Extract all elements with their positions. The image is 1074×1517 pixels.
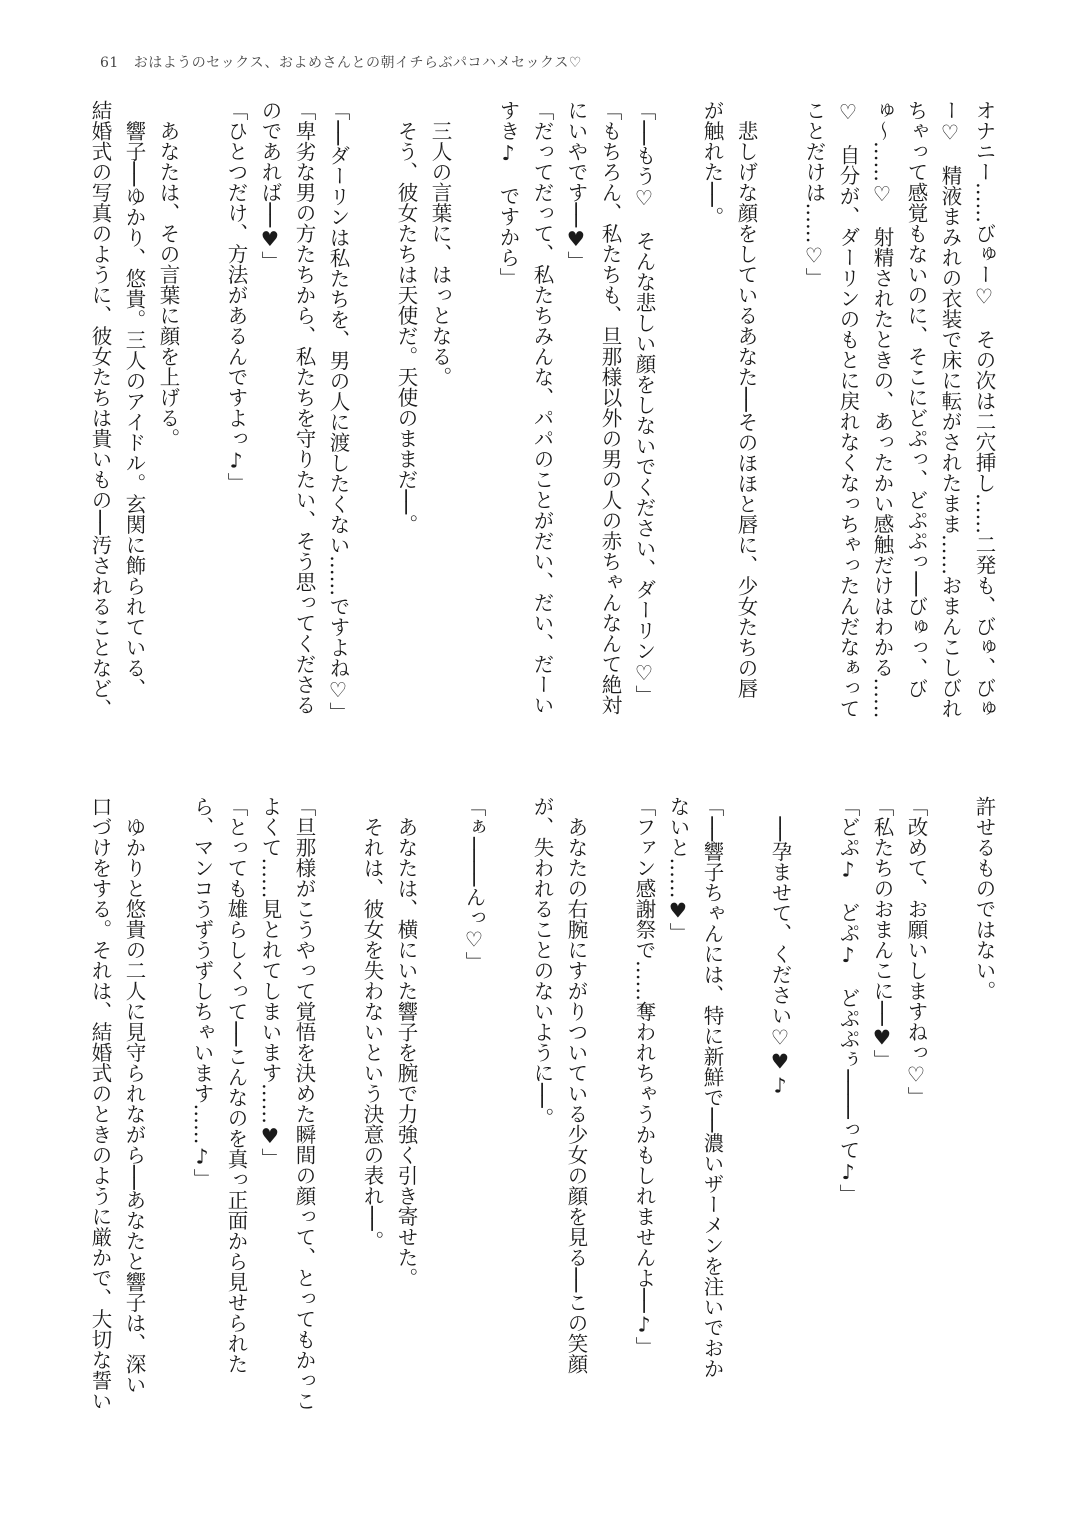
- page-number: 61: [100, 55, 119, 71]
- text-column: ー♡ 精液まみれの衣装で床に転がされたまま……おまんこしびれ: [938, 100, 962, 719]
- running-header: [100, 52, 582, 72]
- text-column: [321, 796, 355, 1426]
- text-column: ないと……♥」: [666, 796, 690, 943]
- text-column: 「旦那様がこうやって覚悟を決めた瞬間の顔って、とってもかっこ: [292, 796, 316, 1411]
- text-column: 響子──ゆかり、悠貴。三人のアイドル。玄関に飾られている、: [122, 100, 146, 699]
- text-column: 「ひとつだけ、方法があるんですよっ♪」: [224, 100, 248, 493]
- text-column: 「──もう♡ そんな悲しい顔をしないでください、ダーリン♡」: [632, 100, 656, 706]
- text-block-top: [83, 100, 1001, 730]
- text-column: 「ぁ────んっ♡」: [462, 796, 486, 972]
- text-column: すき♪ ですから」: [496, 100, 520, 288]
- text-column: [151, 796, 185, 1426]
- text-column: [797, 796, 831, 1426]
- text-column: ゅ〜……♡ 射精されたときの、あったかい感触だけはわかる……: [870, 100, 894, 719]
- text-column: ──孕ませて、ください♡♥♪: [768, 796, 792, 1098]
- text-column: 「ファン感謝祭で……奪われちゃうかもしれませんよ──♪」: [632, 796, 656, 1358]
- text-column: [185, 100, 219, 730]
- text-column: のであれば──♥」: [258, 100, 282, 272]
- chapter-title: おはようのセックス、およめさんとの朝イチらぶパコハメセックス♡: [133, 55, 582, 71]
- text-column: 「とっても雄らしくって──こんなのを真っ正面から見せられた: [224, 796, 248, 1375]
- text-column: [661, 100, 695, 730]
- text-column: [457, 100, 491, 730]
- text-column: 許せるものではない。: [972, 796, 996, 1001]
- text-column: [423, 796, 457, 1426]
- text-column: にいやです──♥」: [564, 100, 588, 272]
- text-column: 「改めて、お願いしますねっ♡」: [904, 796, 928, 1107]
- text-column: ことだけは……♡」: [802, 100, 826, 288]
- text-column: [593, 796, 627, 1426]
- text-column: 「──ダーリンは私たちを、男の人に渡したくない……ですよね♡」: [326, 100, 350, 723]
- text-column: が触れた──。: [700, 100, 724, 228]
- text-column: [729, 796, 763, 1426]
- text-column: 三人の言葉に、はっとなる。: [428, 100, 452, 387]
- text-column: 結婚式の写真のように、彼女たちは貴いもの──汚されることなど、: [88, 100, 112, 720]
- text-column: 「──響子ちゃんには、特に新鮮で──濃いザーメンを注いでおか: [700, 796, 724, 1379]
- text-column: それは、彼女を失わないという決意の表れ──。: [360, 796, 384, 1252]
- text-column: ちゃって感覚もないのに、そこにどぷっ、どぷぷっ──びゅっ、び: [904, 100, 928, 699]
- text-column: よくて……見とれてしまいます……♥」: [258, 796, 282, 1169]
- text-column: 「だってだって、私たちみんな、パパのことがだい、だい、だーい: [530, 100, 554, 715]
- text-column: オナニー……びゅー♡ その次は二穴挿し……二発も、びゅ、びゅ: [972, 100, 996, 719]
- text-column: 「卑劣な男の方たちから、私たちを守りたい、そう思ってくださる: [292, 100, 316, 715]
- text-column: [355, 100, 389, 730]
- text-column: あなたは、横にいた響子を腕で力強く引き寄せた。: [394, 796, 418, 1288]
- text-column: 「私たちのおまんこに──♥」: [870, 796, 894, 1071]
- text-column: 悲しげな顔をしているあなた──そのほほと唇に、少女たちの唇: [734, 100, 758, 699]
- text-column: あなたの右腕にすがりついている少女の顔を見る──この笑顔: [564, 796, 588, 1375]
- text-column: あなたは、その言葉に顔を上げる。: [156, 100, 180, 449]
- text-column: ♡ 自分が、ダーリンのもとに戻れなくなっちゃったんだなぁって: [836, 100, 860, 719]
- text-column: ら、マンコうずうずしちゃいます……♪」: [190, 796, 214, 1189]
- text-column: が、失われることのないように──。: [530, 796, 554, 1129]
- text-column: ゆかりと悠貴の二人に見守られながら──あなたと響子は、深い: [122, 796, 146, 1395]
- text-column: 「どぷ♪ どぷ♪ どぷぷぅ────って♪」: [836, 796, 860, 1205]
- text-column: 「もちろん、私たちも、旦那様以外の男の人の赤ちゃんなんて絶対: [598, 100, 622, 715]
- text-block-bottom: [83, 796, 1001, 1426]
- text-column: [763, 100, 797, 730]
- text-column: [491, 796, 525, 1426]
- text-column: 口づけをする。それは、結婚式のときのように厳かで、大切な誓い: [88, 796, 112, 1411]
- text-column: そう、彼女たちは天使だ。天使のままだ──。: [394, 100, 418, 535]
- text-column: [933, 796, 967, 1426]
